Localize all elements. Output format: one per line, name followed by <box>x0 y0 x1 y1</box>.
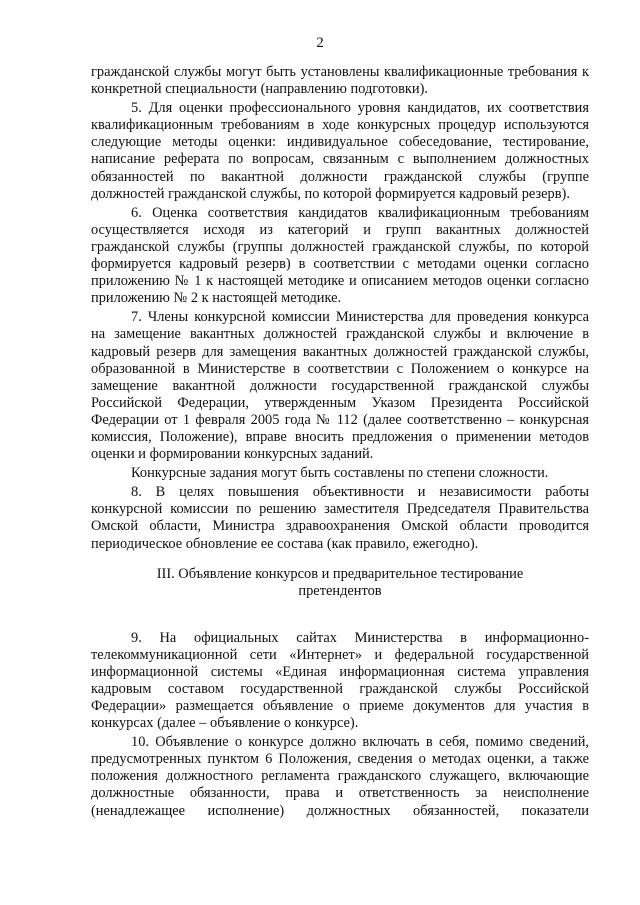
paragraph-continuation: гражданской службы могут быть установлены квалификационные требования к конкретной специальности (направлению подготовки). <box>91 64 589 98</box>
paragraph-7: 7. Члены конкурсной комиссии Министерства для проведения конкурса на замещение вакантных должностей гражданской службы и включение в кадровый резерв для замещения вакантных должностей гражданской службы, образованной в Министерстве в соответствии с Положением о конкурсе на замещение вакантной должности государственной гражданской службы Российской Федерации, утвержденным Указом Президента Российской Федерации от 1 февраля 2005 года № 112 (далее соответственно – конкурсная комиссия, Положение), вправе вносить предложения о применении методов оценки и формировании конкурсных заданий. <box>91 309 589 463</box>
page-number: 2 <box>316 35 324 51</box>
paragraph-6: 6. Оценка соответствия кандидатов квалификационным требованиям осуществляется исходя из категорий и групп вакантных должностей гражданской службы (группы должностей гражданской службы, по которой формируется кадровый резерв) в соответствии с методами оценки согласно приложению № 1 к настоящей методике и описанием методов оценки согласно приложению № 2 к настоящей методике. <box>91 204 589 307</box>
document-body <box>91 64 589 820</box>
paragraph-9: 9. На официальных сайтах Министерства в информационно-телекоммуникационной сети «Интернет» и федеральной государственной информационной системы «Единая информационная система управления кадровым составом государственной гражданской службы Российской Федерации» размещается объявление о приеме документов для участия в конкурсах (далее – объявление о конкурсе). <box>91 629 589 732</box>
section-heading <box>91 566 589 601</box>
paragraph-8: 8. В целях повышения объективности и независимости работы конкурсной комиссии по решению заместителя Председателя Правительства Омской области, Министра здравоохранения Омской области проводится периодическое обновление ее состава (как правило, ежегодно). <box>91 484 589 552</box>
paragraph-10: 10. Объявление о конкурсе должно включать в себя, помимо сведений, предусмотренных пунктом 6 Положения, сведения о методах оценки, а также положения должностного регламента гражданского служащего, включающие должностные обязанности, права и ответственность за неисполнение (ненадлежащее исполнение) должностных обязанностей, показатели <box>91 734 589 819</box>
paragraph-7-note: Конкурсные задания могут быть составлены по степени сложности. <box>131 465 549 482</box>
paragraph-5: 5. Для оценки профессионального уровня кандидатов, их соответствия квалификационным требованиям в ходе конкурсных процедур используются следующие методы оценки: индивидуальное собеседование, тестирование, написание реферата по вопросам, связанным с выполнением должностных обязанностей по вакантной должности гражданской службы (группе должностей гражданской службы, по которой формируется кадровый резерв). <box>91 100 589 202</box>
section-heading-line-2: претендентов <box>298 583 382 600</box>
section-heading-line-1: III. Объявление конкурсов и предварительное тестирование <box>156 565 524 582</box>
